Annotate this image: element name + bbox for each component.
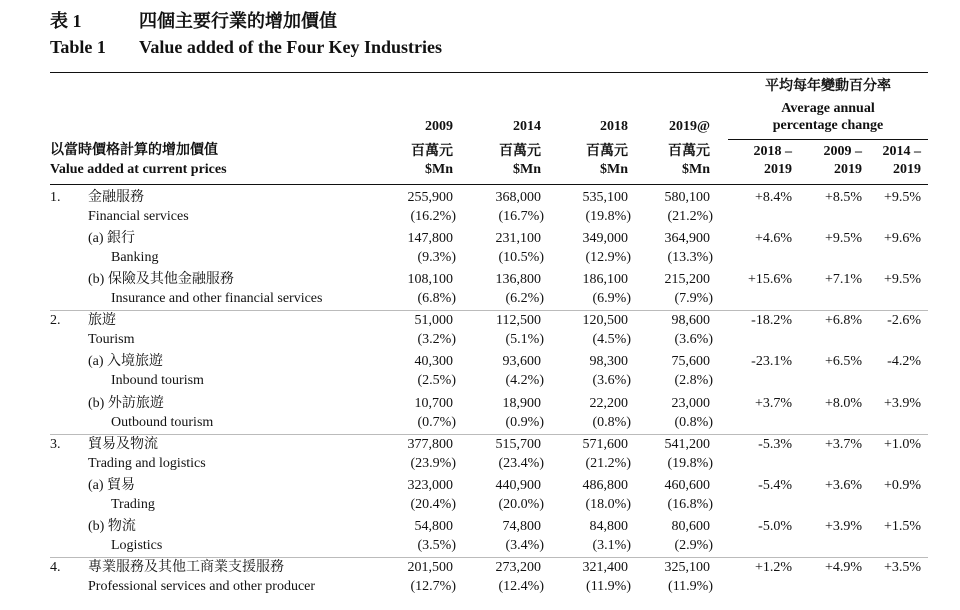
table-number-en: Table 1 — [50, 37, 106, 57]
value-cell: 325,100 — [664, 559, 710, 575]
change-cell: +1.2% — [754, 559, 792, 575]
unit-header-zh: 百萬元 — [668, 144, 710, 159]
value-cell: 571,600 — [582, 436, 628, 452]
share-cell: (11.9%) — [668, 578, 713, 594]
change-cell: +0.9% — [883, 477, 921, 493]
share-cell: (4.5%) — [592, 332, 631, 348]
year-header: 2019@ — [668, 119, 710, 134]
change-cell: -5.0% — [758, 518, 792, 534]
row-label-en: Trading and logistics — [88, 455, 206, 471]
value-cell: 215,200 — [664, 272, 710, 288]
change-period-from: 2014 – — [882, 144, 921, 159]
share-cell: (19.8%) — [667, 455, 713, 471]
row-label-zh: 金融服務 — [88, 190, 144, 205]
share-cell: (23.9%) — [410, 455, 456, 471]
change-cell: +8.0% — [824, 395, 862, 411]
row-label-zh: (b) 外訪旅遊 — [88, 395, 164, 411]
value-cell: 273,200 — [495, 559, 541, 575]
share-cell: (11.9%) — [586, 578, 631, 594]
row-label-en: Outbound tourism — [111, 414, 214, 430]
year-header: 2014 — [513, 119, 541, 134]
value-cell: 368,000 — [495, 190, 541, 205]
change-cell: +3.9% — [883, 395, 921, 411]
row-label-en: Inbound tourism — [111, 373, 204, 389]
unit-header-zh: 百萬元 — [411, 144, 453, 159]
row-label-zh: (b) 物流 — [88, 518, 136, 534]
share-cell: (7.9%) — [674, 291, 713, 307]
value-cell: 231,100 — [495, 231, 541, 247]
share-cell: (21.2%) — [585, 455, 631, 471]
change-cell: +15.6% — [747, 272, 792, 288]
row-title-en: Value added at current prices — [50, 162, 227, 177]
value-cell: 120,500 — [582, 313, 628, 329]
value-cell: 186,100 — [582, 272, 628, 288]
share-cell: (3.4%) — [505, 537, 544, 553]
share-cell: (6.8%) — [417, 291, 456, 307]
change-cell: +9.5% — [824, 231, 862, 247]
value-cell: 23,000 — [671, 395, 710, 411]
value-cell: 98,600 — [671, 313, 710, 329]
change-cell: -23.1% — [751, 354, 792, 370]
row-label-zh: (b) 保險及其他金融服務 — [88, 272, 234, 288]
share-cell: (20.0%) — [498, 496, 544, 512]
share-cell: (0.9%) — [505, 414, 544, 430]
value-cell: 201,500 — [407, 559, 453, 575]
change-period-to: 2019 — [893, 162, 921, 177]
change-period-from: 2009 – — [823, 144, 862, 159]
change-cell: -5.4% — [758, 477, 792, 493]
group-separator — [50, 310, 928, 311]
change-period-to: 2019 — [834, 162, 862, 177]
value-cell: 580,100 — [664, 190, 710, 205]
value-cell: 93,600 — [502, 354, 541, 370]
value-cell: 364,900 — [664, 231, 710, 247]
row-label-zh: (a) 貿易 — [88, 477, 136, 493]
table-top-rule — [50, 72, 928, 73]
share-cell: (2.8%) — [674, 373, 713, 389]
row-title-zh: 以當時價格計算的增加價值 — [50, 143, 218, 158]
value-cell: 535,100 — [582, 190, 628, 205]
row-label-zh: (a) 入境旅遊 — [88, 354, 164, 370]
share-cell: (16.2%) — [410, 209, 456, 224]
share-cell: (0.8%) — [592, 414, 631, 430]
change-period-to: 2019 — [764, 162, 792, 177]
value-cell: 108,100 — [407, 272, 453, 288]
unit-header-en: $Mn — [513, 162, 541, 177]
value-cell: 84,800 — [589, 518, 628, 534]
value-cell: 460,600 — [664, 477, 710, 493]
table-title-en: Value added of the Four Key Industries — [139, 37, 443, 57]
change-cell: +3.7% — [754, 395, 792, 411]
change-cell: +1.5% — [883, 518, 921, 534]
value-cell: 74,800 — [502, 518, 541, 534]
unit-header-zh: 百萬元 — [586, 144, 628, 159]
share-cell: (5.1%) — [505, 332, 544, 348]
value-cell: 75,600 — [671, 354, 710, 370]
change-cell: +3.9% — [824, 518, 862, 534]
row-number: 2. — [50, 313, 61, 329]
change-header-zh: 平均每年變動百分率 — [765, 79, 891, 94]
share-cell: (6.2%) — [505, 291, 544, 307]
share-cell: (2.9%) — [674, 537, 713, 553]
value-cell: 51,000 — [414, 313, 453, 329]
row-label-zh: 旅遊 — [88, 313, 116, 329]
group-separator — [50, 557, 928, 558]
year-header: 2018 — [600, 119, 628, 134]
row-label-en: Banking — [111, 250, 159, 266]
share-cell: (3.6%) — [674, 332, 713, 348]
value-cell: 255,900 — [407, 190, 453, 205]
change-cell: +3.7% — [824, 436, 862, 452]
value-cell: 54,800 — [414, 518, 453, 534]
share-cell: (3.6%) — [592, 373, 631, 389]
table-title-zh: 四個主要行業的增加價值 — [139, 11, 337, 31]
value-cell: 98,300 — [589, 354, 628, 370]
share-cell: (23.4%) — [498, 455, 544, 471]
value-cell: 112,500 — [496, 313, 541, 329]
value-cell: 321,400 — [582, 559, 628, 575]
year-header: 2009 — [425, 119, 453, 134]
change-header-en-1: Average annual — [781, 101, 875, 116]
table-number-zh: 表 1 — [50, 11, 82, 31]
change-cell: +4.9% — [824, 559, 862, 575]
share-cell: (18.0%) — [585, 496, 631, 512]
share-cell: (19.8%) — [585, 209, 631, 224]
unit-header-en: $Mn — [425, 162, 453, 177]
share-cell: (0.7%) — [417, 414, 456, 430]
change-cell: +3.6% — [824, 477, 862, 493]
share-cell: (2.5%) — [417, 373, 456, 389]
value-cell: 349,000 — [582, 231, 628, 247]
row-label-zh: (a) 銀行 — [88, 231, 136, 247]
value-cell: 377,800 — [407, 436, 453, 452]
value-cell: 136,800 — [495, 272, 541, 288]
unit-header-en: $Mn — [600, 162, 628, 177]
change-cell: -4.2% — [887, 354, 921, 370]
unit-header-zh: 百萬元 — [499, 144, 541, 159]
change-cell: +9.6% — [883, 231, 921, 247]
row-number: 1. — [50, 190, 61, 205]
row-label-zh: 貿易及物流 — [88, 436, 158, 452]
value-cell: 323,000 — [407, 477, 453, 493]
change-header-en-2: percentage change — [772, 118, 884, 133]
value-cell: 515,700 — [495, 436, 541, 452]
change-cell: -2.6% — [887, 313, 921, 329]
share-cell: (6.9%) — [592, 291, 631, 307]
change-cell: +9.5% — [883, 272, 921, 288]
share-cell: (0.8%) — [674, 414, 713, 430]
row-label-en: Financial services — [88, 209, 189, 224]
share-cell: (20.4%) — [410, 496, 456, 512]
share-cell: (12.9%) — [585, 250, 631, 266]
change-cell: +7.1% — [824, 272, 862, 288]
share-cell: (9.3%) — [417, 250, 456, 266]
value-cell: 440,900 — [495, 477, 541, 493]
share-cell: (4.2%) — [505, 373, 544, 389]
share-cell: (16.8%) — [667, 496, 713, 512]
change-cell: -5.3% — [758, 436, 792, 452]
value-cell: 10,700 — [414, 395, 453, 411]
share-cell: (21.2%) — [667, 209, 713, 224]
change-cell: +8.4% — [754, 190, 792, 205]
value-cell: 40,300 — [414, 354, 453, 370]
change-cell: +8.5% — [824, 190, 862, 205]
share-cell: (3.1%) — [592, 537, 631, 553]
row-label-en: Tourism — [88, 332, 135, 348]
group-separator — [50, 434, 928, 435]
header-bottom-rule — [50, 184, 928, 185]
share-cell: (3.5%) — [417, 537, 456, 553]
share-cell: (13.3%) — [667, 250, 713, 266]
row-label-en: Trading — [111, 496, 155, 512]
change-cell: -18.2% — [751, 313, 792, 329]
change-cell: +6.5% — [824, 354, 862, 370]
change-cell: +4.6% — [754, 231, 792, 247]
row-number: 4. — [50, 559, 61, 575]
share-cell: (12.7%) — [410, 578, 456, 594]
change-cell: +3.5% — [883, 559, 921, 575]
row-label-en: Logistics — [111, 537, 163, 553]
value-cell: 541,200 — [664, 436, 710, 452]
row-number: 3. — [50, 436, 61, 452]
change-header-rule — [728, 139, 928, 140]
share-cell: (3.2%) — [417, 332, 456, 348]
row-label-en: Professional services and other producer — [88, 578, 316, 594]
row-label-en: Insurance and other financial services — [111, 291, 323, 307]
row-label-zh: 專業服務及其他工商業支援服務 — [88, 559, 284, 575]
unit-header-en: $Mn — [682, 162, 710, 177]
change-period-from: 2018 – — [753, 144, 792, 159]
value-cell: 18,900 — [502, 395, 541, 411]
share-cell: (12.4%) — [498, 578, 544, 594]
value-cell: 80,600 — [671, 518, 710, 534]
change-cell: +6.8% — [824, 313, 862, 329]
change-cell: +1.0% — [883, 436, 921, 452]
share-cell: (10.5%) — [498, 250, 544, 266]
value-cell: 486,800 — [582, 477, 628, 493]
share-cell: (16.7%) — [498, 209, 544, 224]
change-cell: +9.5% — [883, 190, 921, 205]
value-cell: 22,200 — [589, 395, 628, 411]
value-cell: 147,800 — [407, 231, 453, 247]
